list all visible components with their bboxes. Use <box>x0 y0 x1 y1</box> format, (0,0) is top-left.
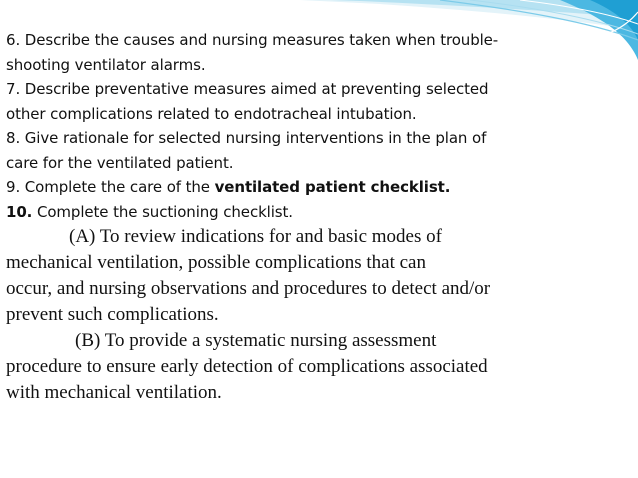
objective-8-line-2: care for the ventilated patient. <box>6 153 234 172</box>
objective-6-line-1: 6. Describe the causes and nursing measures taken when trouble- <box>6 31 499 49</box>
objective-7-line-1: 7. Describe preventative measures aimed at preventing selected <box>6 80 489 98</box>
objective-10-number: 10. <box>6 202 33 221</box>
goal-a-line-2: mechanical ventilation, possible complications that can <box>6 252 426 273</box>
goal-a-line-3: occur, and nursing observations and procedures to detect and/or <box>6 278 491 299</box>
objective-9-prefix: 9. Complete the care of the <box>6 178 215 196</box>
goal-a-line-4: prevent such complications. <box>6 304 219 325</box>
objective-9-bold: ventilated patient checklist. <box>214 178 451 196</box>
objective-7-line-2: other complications related to endotracheal intubation. <box>6 104 417 123</box>
goal-a-line-1: (A) To review indications for and basic modes of <box>69 226 442 247</box>
objective-6-line-2: shooting ventilator alarms. <box>6 55 206 74</box>
goal-b-line-2: procedure to ensure early detection of complications associated <box>6 356 488 377</box>
slide-content <box>6 28 631 406</box>
goal-b-line-1: (B) To provide a systematic nursing assessment <box>75 330 437 351</box>
objective-9 <box>6 175 631 200</box>
goal-b-line-3: with mechanical ventilation. <box>6 382 222 403</box>
objective-10-text: Complete the suctioning checklist. <box>32 202 293 221</box>
objective-8-line-1: 8. Give rationale for selected nursing interventions in the plan of <box>6 129 487 147</box>
objective-10 <box>6 200 631 225</box>
